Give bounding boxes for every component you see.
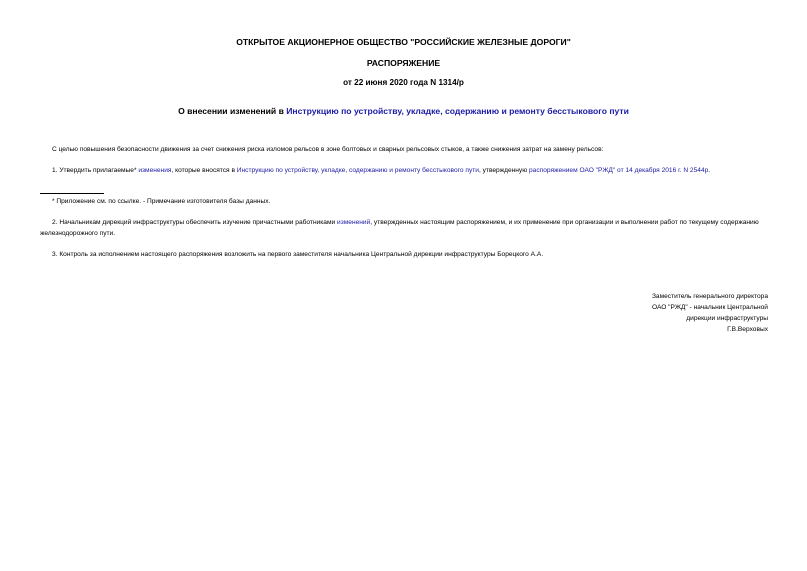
footnote: * Приложение см. по ссылке. - Примечание изготовителя базы данных. xyxy=(52,198,271,205)
signatory-name: Г.В.Верховых xyxy=(727,326,768,333)
order-2544r-link[interactable]: распоряжением ОАО "РЖД" от 14 декабря 2016 г. N 2544р xyxy=(529,167,709,174)
instruction-link[interactable]: Инструкцию по устройству, укладке, содержанию и ремонту бесстыкового пути xyxy=(236,167,479,174)
document-subject xyxy=(0,106,807,116)
item-2-paragraph xyxy=(40,217,768,239)
signature-line: Заместитель генерального директора xyxy=(651,293,768,300)
signature-block xyxy=(652,291,768,335)
item-1-text: , которые вносятся в xyxy=(171,167,237,174)
instruction-link[interactable]: Инструкцию по устройству, укладке, содержанию и ремонту бесстыкового пути xyxy=(286,106,629,116)
item-3-paragraph: 3. Контроль за исполнением настоящего распоряжения возложить на первого заместителя начальника Центральной дирекции инфраструктуры Борецкого А.А. xyxy=(52,251,544,258)
changes-link[interactable]: изменения xyxy=(138,167,172,174)
subject-prefix: О внесении изменений в xyxy=(178,106,287,116)
changes-link[interactable]: изменений xyxy=(337,219,371,226)
item-1-text: . xyxy=(708,167,711,174)
footnote-divider xyxy=(40,193,104,194)
intro-paragraph: С целью повышения безопасности движения за счет снижения риска изломов рельсов в зоне болтовых и сварных рельсовых стыков, а также снижения затрат на замену рельсов: xyxy=(52,146,604,153)
item-1-paragraph xyxy=(40,165,768,176)
item-1-text: 1. Утвердить прилагаемые* xyxy=(52,167,139,174)
item-2-text: 2. Начальникам дирекций инфраструктуры обеспечить изучение причастными работниками xyxy=(52,219,338,226)
signature-line: дирекции инфраструктуры xyxy=(686,315,768,322)
document-type: РАСПОРЯЖЕНИЕ xyxy=(366,58,441,68)
document-date: от 22 июня 2020 года N 1314/р xyxy=(343,78,464,87)
organization-title: ОТКРЫТОЕ АКЦИОНЕРНОЕ ОБЩЕСТВО "РОССИЙСКИЕ ЖЕЛЕЗНЫЕ ДОРОГИ" xyxy=(236,37,571,47)
item-1-text: , утвержденную xyxy=(478,167,529,174)
item-2-text: , утвержденных настоящим распоряжением, и их применение при организации и выполнении работ по текущему содержанию железнодорожного пути. xyxy=(40,219,759,237)
signature-line: ОАО "РЖД" - начальник Центральной xyxy=(651,304,768,311)
